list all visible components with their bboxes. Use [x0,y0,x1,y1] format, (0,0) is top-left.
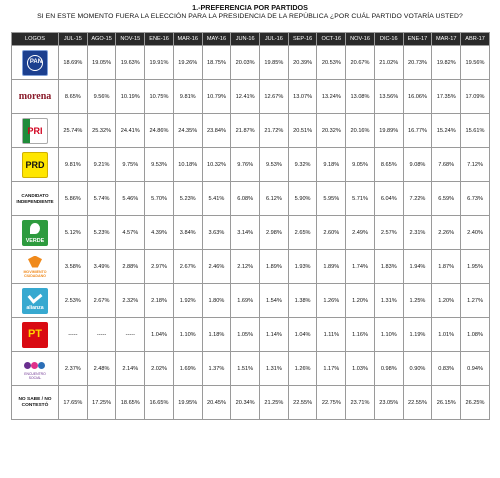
value-cell: 0.90% [403,352,432,386]
value-cell: 5.71% [346,182,375,216]
table-body [12,46,490,420]
value-cell: 2.12% [231,250,260,284]
logo-cell [12,148,59,182]
value-cell: 2.14% [116,352,145,386]
header-jun-16: JUN-16 [231,33,260,46]
value-cell: 2.18% [145,284,174,318]
logo-cell [12,352,59,386]
value-cell: 19.26% [173,46,202,80]
value-cell: 16.06% [403,80,432,114]
logo-cell [12,46,59,80]
value-cell: 4.39% [145,216,174,250]
value-cell: 5.95% [317,182,346,216]
value-cell: 20.32% [317,114,346,148]
value-cell: 2.97% [145,250,174,284]
value-cell: 9.32% [288,148,317,182]
value-cell: 9.76% [231,148,260,182]
logo-cell [12,318,59,352]
pt-logo-icon [22,322,48,348]
value-cell: 5.74% [87,182,116,216]
value-cell: 1.08% [461,318,490,352]
table-row [12,148,490,182]
header-logos: LOGOS [12,33,59,46]
value-cell: 2.65% [288,216,317,250]
value-cell: 26.15% [432,386,461,420]
no-sabe-label: NO SABE / NO CONTESTÓ [18,396,52,408]
value-cell: 13.56% [374,80,403,114]
header-ago-15: AGO-15 [87,33,116,46]
logo-cell [12,80,59,114]
value-cell: 12.67% [260,80,289,114]
value-cell: 21.87% [231,114,260,148]
value-cell: 18.65% [116,386,145,420]
value-cell: 2.02% [145,352,174,386]
value-cell: 22.55% [288,386,317,420]
value-cell: 1.74% [346,250,375,284]
value-cell: 17.65% [59,386,88,420]
value-cell: 24.41% [116,114,145,148]
value-cell: 13.07% [288,80,317,114]
value-cell: 9.08% [403,148,432,182]
value-cell: 1.04% [145,318,174,352]
value-cell: 13.24% [317,80,346,114]
value-cell: 19.85% [260,46,289,80]
value-cell: 15.24% [432,114,461,148]
header-mar-17: MAR-17 [432,33,461,46]
header-oct-16: OCT-16 [317,33,346,46]
value-cell: 9.53% [260,148,289,182]
value-cell: 1.17% [317,352,346,386]
value-cell: 5.12% [59,216,88,250]
value-cell: 23.05% [374,386,403,420]
value-cell: 26.25% [461,386,490,420]
value-cell: 5.90% [288,182,317,216]
table-row [12,250,490,284]
value-cell: 1.87% [432,250,461,284]
value-cell: 20.03% [231,46,260,80]
value-cell: 2.57% [374,216,403,250]
value-cell: 1.83% [374,250,403,284]
value-cell: 20.16% [346,114,375,148]
value-cell: 17.09% [461,80,490,114]
value-cell: 6.04% [374,182,403,216]
value-cell: 2.67% [87,284,116,318]
value-cell: 19.56% [461,46,490,80]
value-cell: ----- [116,318,145,352]
value-cell: ----- [87,318,116,352]
movimiento-ciudadano-logo-icon [20,255,50,279]
value-cell: 1.26% [317,284,346,318]
header-mar-16: MAR-16 [173,33,202,46]
value-cell: 20.34% [231,386,260,420]
value-cell: 6.08% [231,182,260,216]
value-cell: 1.26% [288,352,317,386]
verde-logo-icon [22,220,48,246]
header-sep-16: SEP-16 [288,33,317,46]
mc-logo-text: MOVIMIENTO CIUDADANO [23,269,47,278]
value-cell: 10.79% [202,80,231,114]
value-cell: 20.39% [288,46,317,80]
value-cell: 1.14% [260,318,289,352]
prd-logo-text: PRD [25,159,45,170]
header-jul-15: JUL-15 [59,33,88,46]
value-cell: 1.31% [374,284,403,318]
value-cell: 1.94% [403,250,432,284]
table-row [12,318,490,352]
value-cell: ----- [59,318,88,352]
header-may-16: MAY-16 [202,33,231,46]
value-cell: 1.05% [231,318,260,352]
value-cell: 1.11% [317,318,346,352]
value-cell: 1.95% [461,250,490,284]
value-cell: 9.21% [87,148,116,182]
logo-cell [12,182,59,216]
value-cell: 1.80% [202,284,231,318]
value-cell: 2.37% [59,352,88,386]
value-cell: 19.91% [145,46,174,80]
value-cell: 7.22% [403,182,432,216]
value-cell: 20.67% [346,46,375,80]
value-cell: 0.94% [461,352,490,386]
value-cell: 19.05% [87,46,116,80]
alianza-logo-text: alianza [26,304,44,311]
value-cell: 3.14% [231,216,260,250]
value-cell: 1.69% [173,352,202,386]
header-dic-16: DIC-16 [374,33,403,46]
table-row [12,284,490,318]
value-cell: 7.68% [432,148,461,182]
header-jul-16: JUL-16 [260,33,289,46]
encuentro-logo-text: ENCUENTRO SOCIAL [24,371,46,380]
value-cell: 5.46% [116,182,145,216]
value-cell: 1.19% [403,318,432,352]
pan-logo-text: PAN [29,58,43,65]
value-cell: 1.54% [260,284,289,318]
value-cell: 20.53% [317,46,346,80]
logo-cell [12,114,59,148]
value-cell: 22.55% [403,386,432,420]
value-cell: 10.19% [116,80,145,114]
value-cell: 0.83% [432,352,461,386]
table-row [12,114,490,148]
value-cell: 1.51% [231,352,260,386]
morena-logo-icon: morena [18,91,52,102]
alianza-logo-icon [22,288,48,314]
table-row [12,80,490,114]
logo-cell [12,216,59,250]
table-header-row [12,33,490,46]
value-cell: 2.67% [173,250,202,284]
value-cell: 1.25% [403,284,432,318]
value-cell: 19.95% [173,386,202,420]
preference-table [11,32,490,420]
value-cell: 6.73% [461,182,490,216]
value-cell: 2.32% [116,284,145,318]
header-abr-17: ABR-17 [461,33,490,46]
value-cell: 1.10% [173,318,202,352]
pan-logo-icon [22,50,48,76]
value-cell: 15.61% [461,114,490,148]
value-cell: 2.88% [116,250,145,284]
table-row [12,386,490,420]
value-cell: 9.18% [317,148,346,182]
value-cell: 5.23% [87,216,116,250]
pri-logo-text: PRI [27,125,43,136]
table-row [12,46,490,80]
value-cell: 1.18% [202,318,231,352]
value-cell: 5.41% [202,182,231,216]
value-cell: 1.89% [317,250,346,284]
value-cell: 10.32% [202,148,231,182]
value-cell: 1.93% [288,250,317,284]
candidato-independiente-label: CANDIDATO INDEPENDIENTE [16,192,54,204]
value-cell: 8.65% [374,148,403,182]
value-cell: 7.12% [461,148,490,182]
table-row [12,216,490,250]
value-cell: 9.81% [173,80,202,114]
value-cell: 17.35% [432,80,461,114]
value-cell: 20.45% [202,386,231,420]
value-cell: 1.16% [346,318,375,352]
value-cell: 25.74% [59,114,88,148]
value-cell: 5.86% [59,182,88,216]
verde-logo-text: VERDE [25,237,45,244]
value-cell: 1.04% [288,318,317,352]
chart-subtitle: SI EN ESTE MOMENTO FUERA LA ELECCIÓN PARA LA PRESIDENCIA DE LA REPÚBLICA ¿POR CUÁL PARTIDO VOTARÍA USTED? [37,13,463,20]
value-cell: 20.51% [288,114,317,148]
value-cell: 22.75% [317,386,346,420]
value-cell: 16.77% [403,114,432,148]
logo-cell [12,250,59,284]
pri-logo-icon [22,118,48,144]
value-cell: 9.05% [346,148,375,182]
value-cell: 1.03% [346,352,375,386]
value-cell: 23.84% [202,114,231,148]
value-cell: 12.41% [231,80,260,114]
value-cell: 8.65% [59,80,88,114]
value-cell: 24.35% [173,114,202,148]
value-cell: 6.59% [432,182,461,216]
table-row [12,352,490,386]
value-cell: 19.63% [116,46,145,80]
value-cell: 3.58% [59,250,88,284]
header-nov-16: NOV-16 [346,33,375,46]
value-cell: 5.23% [173,182,202,216]
value-cell: 1.89% [260,250,289,284]
value-cell: 1.20% [432,284,461,318]
value-cell: 3.84% [173,216,202,250]
value-cell: 1.38% [288,284,317,318]
logo-cell [12,284,59,318]
value-cell: 23.71% [346,386,375,420]
value-cell: 0.98% [374,352,403,386]
value-cell: 1.69% [231,284,260,318]
header-ene-17: ENE-17 [403,33,432,46]
value-cell: 1.10% [374,318,403,352]
value-cell: 21.72% [260,114,289,148]
value-cell: 21.25% [260,386,289,420]
encuentro-social-logo-icon [20,358,50,380]
value-cell: 1.01% [432,318,461,352]
value-cell: 9.81% [59,148,88,182]
value-cell: 9.56% [87,80,116,114]
value-cell: 4.57% [116,216,145,250]
value-cell: 3.63% [202,216,231,250]
value-cell: 2.48% [87,352,116,386]
value-cell: 19.82% [432,46,461,80]
chart-title: 1.-PREFERENCIA POR PARTIDOS [192,3,308,12]
value-cell: 6.12% [260,182,289,216]
value-cell: 1.27% [461,284,490,318]
prd-logo-icon [22,152,48,178]
value-cell: 2.53% [59,284,88,318]
value-cell: 18.69% [59,46,88,80]
value-cell: 10.18% [173,148,202,182]
value-cell: 3.49% [87,250,116,284]
value-cell: 20.73% [403,46,432,80]
value-cell: 10.75% [145,80,174,114]
logo-cell [12,386,59,420]
value-cell: 16.65% [145,386,174,420]
value-cell: 2.98% [260,216,289,250]
value-cell: 2.49% [346,216,375,250]
value-cell: 5.70% [145,182,174,216]
pt-logo-text: PT [27,327,43,340]
value-cell: 18.75% [202,46,231,80]
header-ene-16: ENE-16 [145,33,174,46]
table-row [12,182,490,216]
value-cell: 1.37% [202,352,231,386]
value-cell: 17.25% [87,386,116,420]
value-cell: 2.40% [461,216,490,250]
value-cell: 25.32% [87,114,116,148]
value-cell: 2.46% [202,250,231,284]
value-cell: 2.26% [432,216,461,250]
value-cell: 9.75% [116,148,145,182]
value-cell: 2.31% [403,216,432,250]
value-cell: 24.86% [145,114,174,148]
value-cell: 19.89% [374,114,403,148]
value-cell: 2.60% [317,216,346,250]
header-nov-15: NOV-15 [116,33,145,46]
value-cell: 1.20% [346,284,375,318]
value-cell: 1.31% [260,352,289,386]
value-cell: 21.02% [374,46,403,80]
value-cell: 1.92% [173,284,202,318]
value-cell: 9.53% [145,148,174,182]
value-cell: 13.08% [346,80,375,114]
